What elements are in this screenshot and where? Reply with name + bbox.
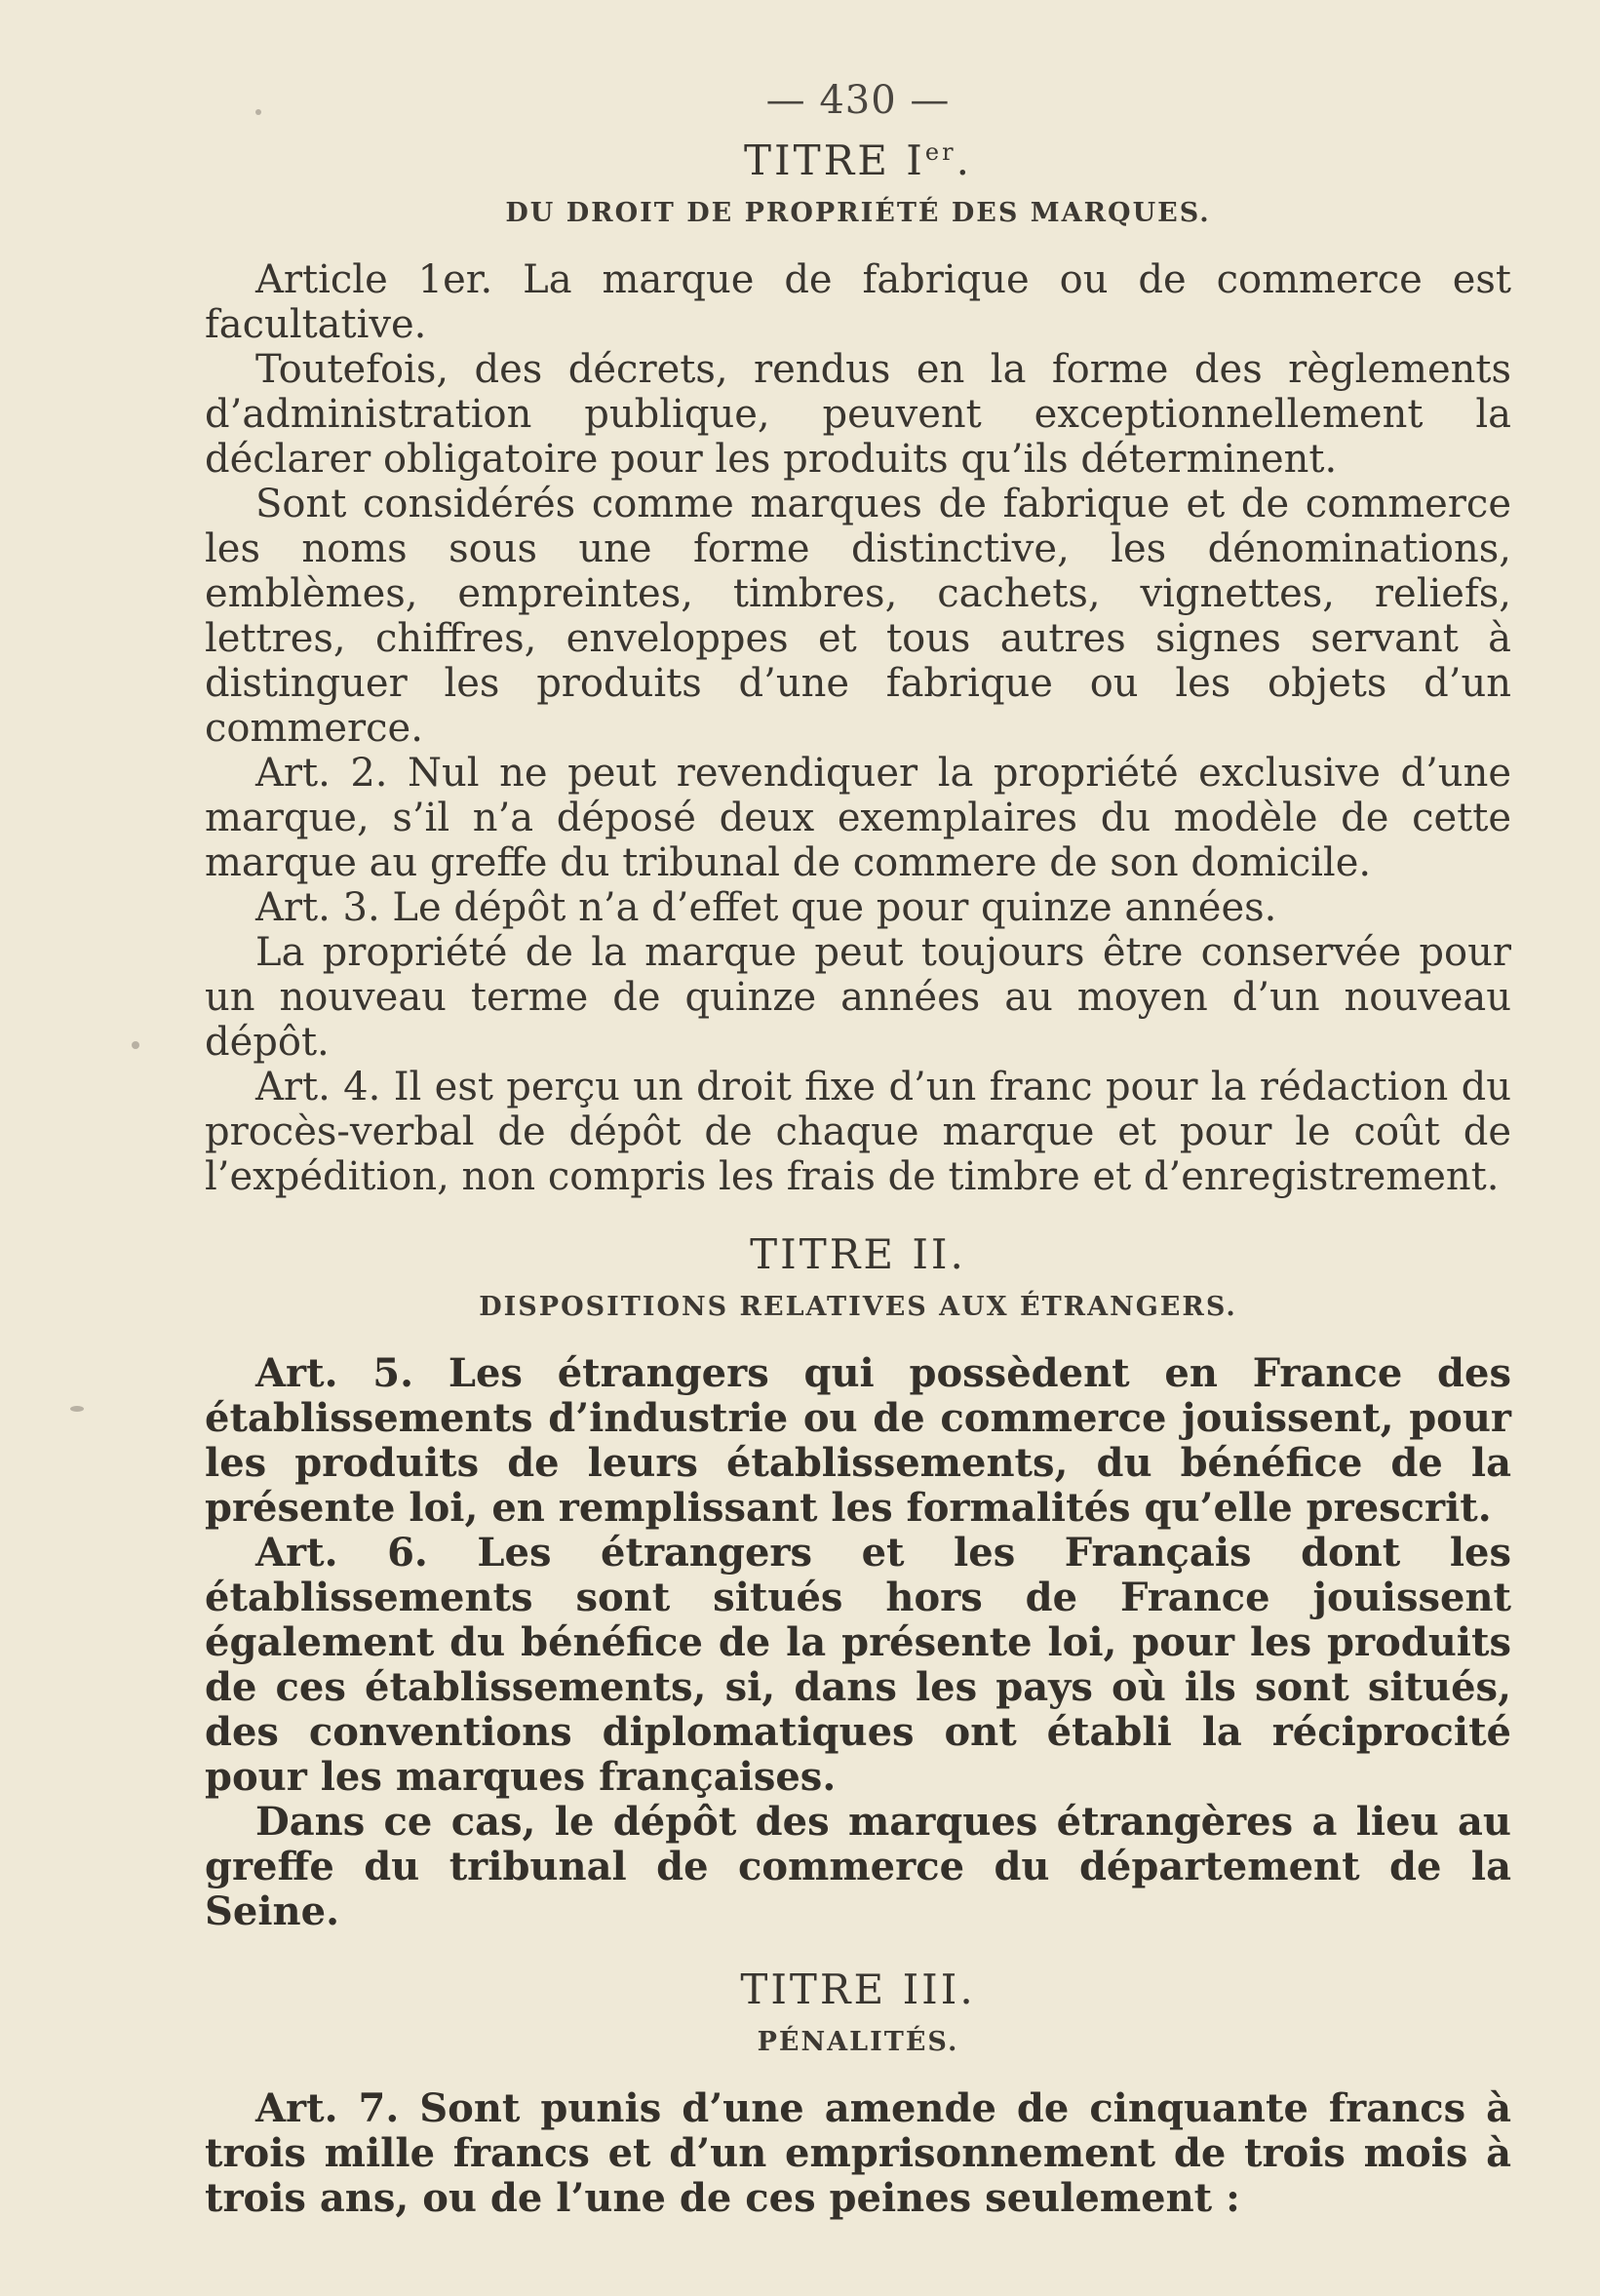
scan-speck [255,109,261,115]
titre-1-heading [205,136,1511,184]
page-number: — 430 — [765,78,951,123]
article-6-paragraph: Art. 6. Les étrangers et les Français dont les établissements sont situés hors de France jouissent également du bénéfice de la présente loi, pour les produits de ces établissements, si, dans les pays où ils sont situés, des conventions diplomatiques ont établi la réciprocité pour les marques françaises. [205,1530,1511,1800]
article-3-paragraph-2: La propriété de la marque peut toujours être conservée pour un nouveau terme de quinze années au moyen d’un nouveau dépôt. [205,930,1511,1065]
titre-1-subtitle: DU DROIT DE PROPRIÉTÉ DES MARQUES. [505,198,1211,228]
article-3-paragraph: Art. 3. Le dépôt n’a d’effet que pour quinze années. [255,885,1277,930]
titre-1-label: TITRE I [744,136,925,184]
titre-1-suffix: er [924,138,956,166]
article-1-paragraph-2: Toutefois, des décrets, rendus en la forme des règlements d’administration publique, peuvent exceptionnellement la déclarer obligatoire pour les produits qu’ils déterminent. [205,347,1511,482]
article-7-paragraph: Art. 7. Sont punis d’une amende de cinquante francs à trois mille francs et d’un emprisonnement de trois mois à trois ans, ou de l’une de ces peines seulement : [205,2085,1511,2221]
scan-speck [70,1406,84,1412]
article-2-paragraph: Art. 2. Nul ne peut revendiquer la propriété exclusive d’une marque, s’il n’a déposé deux exemplaires du modèle de cette marque au greffe du tribunal de commere de son domicile. [205,751,1511,885]
titre-1-period: . [956,136,972,184]
titre-3-heading: TITRE III. [740,1965,976,2013]
article-1-paragraph-3: Sont considérés comme marques de fabrique et de commerce les noms sous une forme distinctive, les dénominations, emblèmes, empreintes, timbres, cachets, vignettes, reliefs, lettres, chiffres, enveloppes et tous autres signes servant à distinguer les produits d’une fabrique ou les objets d’un commerce. [205,482,1511,751]
titre-2-heading: TITRE II. [750,1230,966,1278]
titre-2-subtitle: DISPOSITIONS RELATIVES AUX ÉTRANGERS. [479,1292,1237,1322]
titre-3-subtitle: PÉNALITÉS. [757,2027,959,2057]
scan-speck [132,1041,139,1049]
article-5-paragraph: Art. 5. Les étrangers qui possèdent en France des établissements d’industrie ou de commerce jouissent, pour les produits de leurs établissements, du bénéfice de la présente loi, en remplissant les formalités qu’elle prescrit. [205,1350,1511,1531]
article-4-paragraph: Art. 4. Il est perçu un droit fixe d’un franc pour la rédaction du procès-verbal de dépôt de chaque marque et pour le coût de l’expédition, non compris les frais de timbre et d’enregistrement. [205,1065,1511,1199]
article-6-paragraph-2: Dans ce cas, le dépôt des marques étrangères a lieu au greffe du tribunal de commerce du département de la Seine. [205,1799,1511,1934]
article-1-paragraph: Article 1er. La marque de fabrique ou de commerce est facultative. [205,257,1511,347]
document-page [205,78,1511,2221]
